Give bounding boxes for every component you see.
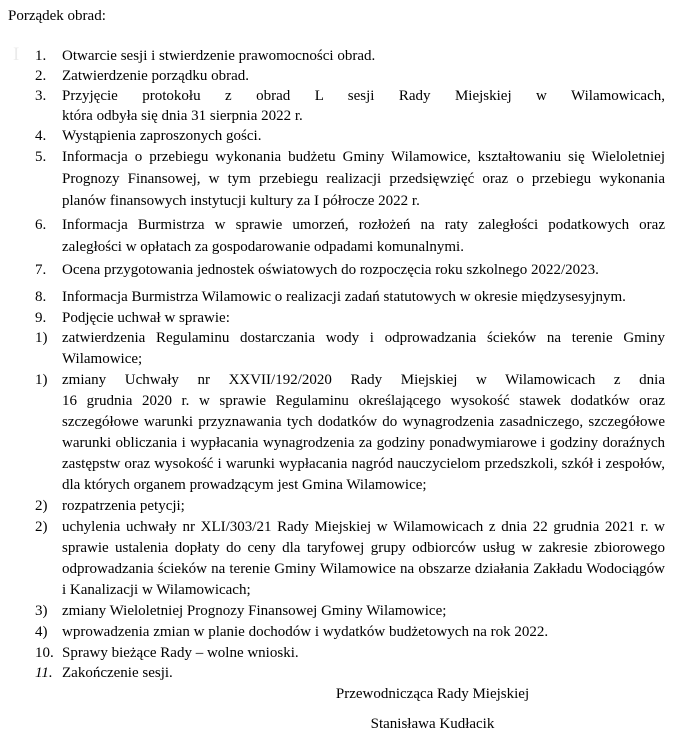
agenda-item-4 bbox=[35, 126, 665, 146]
item-text: wprowadzenia zmian w planie dochodów i wydatków budżetowych na rok 2022. bbox=[62, 624, 549, 640]
item-marker: 5. bbox=[35, 149, 47, 165]
agenda-item-1 bbox=[35, 46, 665, 66]
item-marker: 1. bbox=[35, 48, 47, 64]
item-text: uchylenia uchwały nr XLI/303/21 Rady Miejskiej w Wilamowicach z dnia 22 grudnia 2021 r. w sprawie ustalenia dopłaty do ceny dla taryfowej grupy odbiorców usług w zakresie zbiorowego odprowadzania ścieków na terenie Gminy Wilamowice na obszarze działania Zakładu Wodociągów i Kanalizacji w Wilamowicach; bbox=[62, 519, 665, 598]
item-marker: 8. bbox=[35, 289, 47, 305]
item-text-line: Przyjęcie protokołu z obrad L sesji Rady Miejskiej w Wilamowicach, bbox=[62, 88, 665, 104]
item-marker: 2) bbox=[35, 519, 48, 535]
item-text-line: zmiany Uchwały nr XXVII/192/2020 Rady Miejskiej w Wilamowicach z dnia bbox=[62, 372, 665, 388]
item-text: Zakończenie sesji. bbox=[62, 665, 173, 681]
item-marker: 3) bbox=[35, 603, 48, 619]
agenda-item-6 bbox=[35, 214, 665, 258]
i-beam-cursor-icon: I bbox=[13, 44, 20, 65]
item-text: Sprawy bieżące Rady – wolne wnioski. bbox=[62, 645, 299, 661]
item-text: zmiany Wieloletniej Prognozy Finansowej Gminy Wilamowice; bbox=[62, 603, 447, 619]
item-text: Podjęcie uchwał w sprawie: bbox=[62, 310, 230, 326]
item-text: rozpatrzenia petycji; bbox=[62, 498, 185, 514]
item-text-line: 16 grudnia 2020 r. w sprawie Regulaminu określającego wysokość stawek dodatków oraz szczegółowe warunki przyznawania tych dodatków do wynagrodzenia zasadniczego, szczegółowe warunki obliczania i wypłacania wynagrodzenia za godziny ponadwymiarowe i godziny doraźnych zastępstw oraz wysokość i warunki wypłacania nagród nauczycielom przedszkoli, szkół i zespołów, dla których organem prowadzącym jest Gmina Wilamowice; bbox=[62, 393, 665, 493]
item-marker: 10. bbox=[35, 645, 54, 661]
item-text-line: która odbyła się dnia 31 sierpnia 2022 r. bbox=[62, 108, 303, 124]
item-marker: 4. bbox=[35, 128, 47, 144]
item-text: zatwierdzenia Regulaminu dostarczania wody i odprowadzania ścieków na terenie Gminy Wilamowice; bbox=[62, 330, 665, 367]
item-text: Wystąpienia zaproszonych gości. bbox=[62, 128, 262, 144]
agenda-item-5 bbox=[35, 146, 665, 212]
signature-name: Stanisława Kudłacik bbox=[370, 716, 495, 732]
item-marker: 1) bbox=[35, 372, 48, 388]
item-marker: 4) bbox=[35, 624, 48, 640]
item-text bbox=[62, 86, 665, 126]
agenda-item-2 bbox=[35, 66, 665, 86]
agenda-subitem bbox=[35, 370, 665, 496]
item-text: Zatwierdzenie porządku obrad. bbox=[62, 68, 249, 84]
item-marker: 2) bbox=[35, 498, 48, 514]
agenda-item-10 bbox=[35, 643, 665, 663]
agenda-item-8 bbox=[35, 287, 665, 307]
item-marker: 7. bbox=[35, 262, 47, 278]
agenda-item-3 bbox=[35, 86, 665, 126]
agenda-subitem bbox=[35, 328, 665, 370]
agenda-list bbox=[35, 46, 665, 683]
item-text: Informacja Burmistrza w sprawie umorzeń, rozłożeń na raty zaległości podatkowych oraz zaległości w opłatach za gospodarowanie odpadami komunalnymi. bbox=[62, 217, 665, 255]
item-text bbox=[62, 370, 665, 496]
item-marker: 11. bbox=[35, 665, 53, 681]
item-marker: 6. bbox=[35, 217, 47, 233]
agenda-item-7 bbox=[35, 260, 665, 280]
agenda-subitem bbox=[35, 496, 665, 517]
item-marker: 1) bbox=[35, 330, 48, 346]
item-text: Ocena przygotowania jednostek oświatowych do rozpoczęcia roku szkolnego 2022/2023. bbox=[62, 262, 599, 278]
agenda-item-9 bbox=[35, 308, 665, 328]
signature-block bbox=[310, 684, 555, 734]
signature-role: Przewodnicząca Rady Miejskiej bbox=[335, 686, 530, 702]
item-text: Otwarcie sesji i stwierdzenie prawomocności obrad. bbox=[62, 48, 376, 64]
item-text: Informacja o przebiegu wykonania budżetu Gminy Wilamowice, kształtowaniu się Wieloletniej Prognozy Finansowej, w tym przebiegu realizacji przedsięwzięć oraz o przebiegu wykonania planów finansowych instytucji kultury za I półrocze 2022 r. bbox=[62, 149, 665, 209]
agenda-subitem bbox=[35, 622, 665, 643]
item-text: Informacja Burmistrza Wilamowic o realizacji zadań statutowych w okresie międzysesyjnym. bbox=[62, 289, 626, 305]
item-marker: 3. bbox=[35, 88, 47, 104]
item-marker: 2. bbox=[35, 68, 47, 84]
document-title: Porządek obrad: bbox=[8, 8, 106, 24]
item-marker: 9. bbox=[35, 310, 47, 326]
agenda-subitem bbox=[35, 517, 665, 601]
agenda-subitem bbox=[35, 601, 665, 622]
agenda-item-11 bbox=[35, 663, 665, 683]
